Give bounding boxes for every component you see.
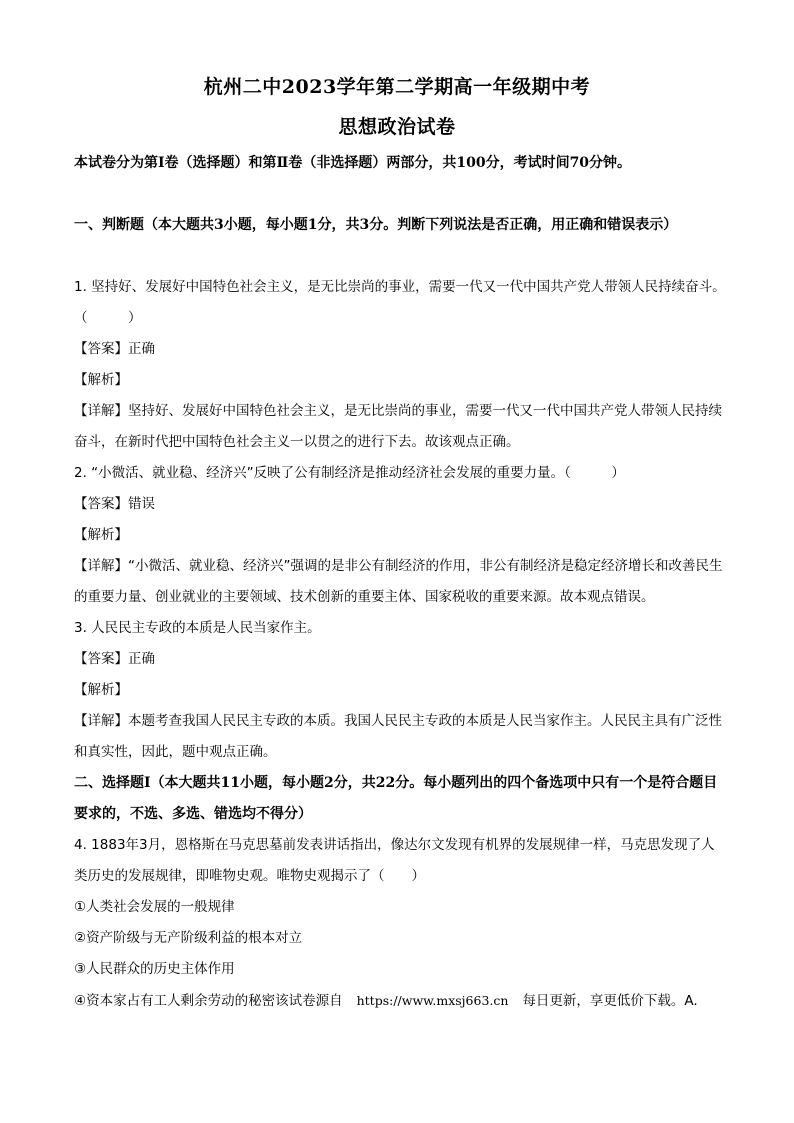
source-note: 每日更新，享更低价下载。A. [522, 993, 698, 1009]
option-4: ④资本家占有工人剩余劳动的秘密该试卷源自 [74, 993, 343, 1009]
detail-label: 【详解】 [74, 713, 128, 729]
question-2-stem: 2. “小微活、就业稳、经济兴”反映了公有制经济是推动经济社会发展的重要力量。（ ） [74, 465, 625, 481]
option-2: ②资产阶级与无产阶级利益的根本对立 [74, 930, 303, 946]
detail-label: 【详解】 [74, 403, 128, 419]
section2-heading: 二、选择题Ⅰ（本大题共11小题，每小题2分，共22分。每小题列出的四个备选项中只有一个是符合题目要求的，不选、多选、错选均不得分） [74, 775, 718, 822]
answer-value: 错误 [128, 496, 155, 512]
answer-label: 【答案】 [74, 651, 128, 667]
answer-value: 正确 [128, 341, 155, 357]
question-3-stem: 3. 人民民主专政的本质是人民当家作主。 [74, 620, 321, 636]
exam-subtitle: 思想政治试卷 [338, 116, 456, 138]
section1-heading: 一、判断题（本大题共3小题，每小题1分，共3分。判断下列说法是否正确，用正确和错误表示） [74, 217, 678, 233]
exam-intro: 本试卷分为第Ⅰ卷（选择题）和第Ⅱ卷（非选择题）两部分，共100分，考试时间70分钟。 [74, 155, 632, 171]
answer-label: 【答案】 [74, 341, 128, 357]
question-3-detail [74, 706, 726, 768]
detail-text: 本题考查我国人民民主专政的本质。我国人民民主专政的本质是人民当家作主。人民民主具有广泛性和真实性，因此，题中观点正确。 [74, 713, 722, 760]
exam-title: 杭州二中2023学年第二学期高一年级期中考 [203, 76, 591, 98]
question-2-analysis-label: 【解析】 [74, 527, 128, 543]
option-1: ①人类社会发展的一般规律 [74, 899, 235, 915]
question-4-stem: 4. 1883年3月，恩格斯在马克思墓前发表讲话指出，像达尔文发现有机界的发展规律一样，马克思发现了人类历史的发展规律，即唯物史观。唯物史观揭示了（ ） [74, 837, 715, 884]
question-1-analysis-label: 【解析】 [74, 372, 128, 388]
question-3-answer [74, 644, 726, 675]
question-2-answer [74, 489, 726, 520]
answer-value: 正确 [128, 651, 155, 667]
source-link[interactable]: https://www.mxsj663.cn [356, 993, 509, 1008]
detail-text: “小微活、就业稳、经济兴”强调的是非公有制经济的作用，非公有制经济是稳定经济增长和改善民生的重要力量、创业就业的主要领域、技术创新的重要主体、国家税收的重要来源。故本观点错误。 [74, 558, 723, 605]
question-1-answer [74, 334, 726, 365]
detail-label: 【详解】 [74, 558, 128, 574]
question-2-detail [74, 551, 726, 613]
option-4-line [74, 985, 698, 1017]
question-3-analysis-label: 【解析】 [74, 682, 128, 698]
option-3: ③人民群众的历史主体作用 [74, 961, 235, 977]
question-1-stem: 1. 坚持好、发展好中国特色社会主义，是无比崇尚的事业，需要一代又一代中国共产党人带领人民持续奋斗。（ ） [74, 279, 726, 326]
detail-text: 坚持好、发展好中国特色社会主义，是无比崇尚的事业，需要一代又一代中国共产党人带领人民持续奋斗，在新时代把中国特色社会主义一以贯之的进行下去。故该观点正确。 [74, 403, 722, 450]
answer-label: 【答案】 [74, 496, 128, 512]
question-1-detail [74, 396, 726, 458]
